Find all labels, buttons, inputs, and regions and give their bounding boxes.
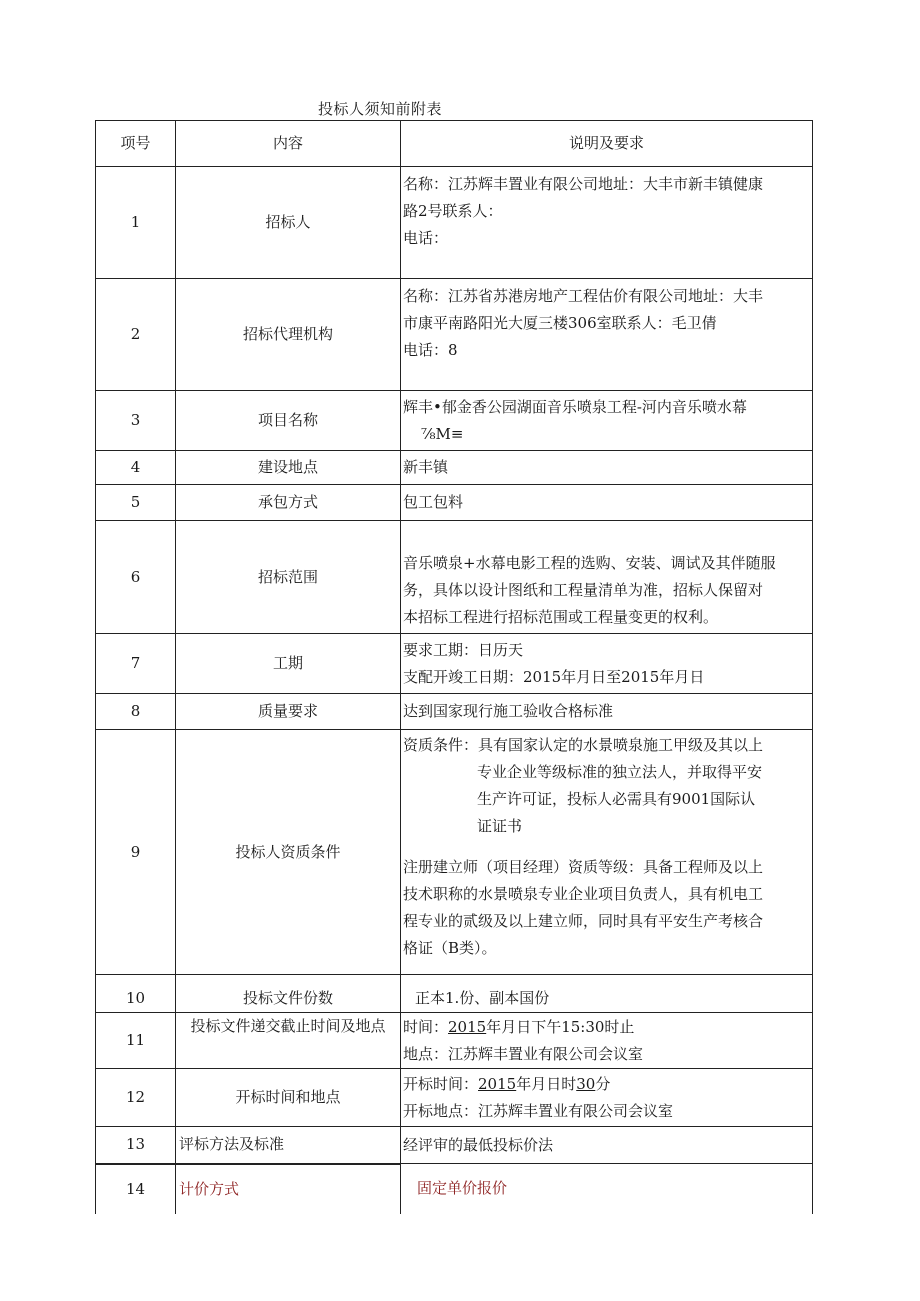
row-item: 项目名称 [176, 391, 401, 451]
row-item: 评标方法及标准 [176, 1127, 401, 1164]
row-requirement: 名称：江苏省苏港房地产工程估价有限公司地址：大丰 市康平南路阳光大厦三楼306室联系人：毛卫倩 电话：8 [401, 279, 813, 391]
row-requirement: 正本1.份、副本国份 [401, 975, 813, 1013]
row-requirement: 达到国家现行施工验收合格标准 [401, 694, 813, 730]
row-item: 招标代理机构 [176, 279, 401, 391]
header-requirement: 说明及要求 [401, 121, 813, 167]
row-item: 质量要求 [176, 694, 401, 730]
row-number: 5 [96, 485, 176, 521]
table-row [96, 521, 813, 634]
document-title: 投标人须知前附表 [318, 100, 443, 118]
row-number: 8 [96, 694, 176, 730]
row-item: 投标人资质条件 [176, 730, 401, 975]
row-item: 开标时间和地点 [176, 1069, 401, 1127]
row-number: 6 [96, 521, 176, 634]
row-requirement: 时间：2015年月日下午15:30时止 地点：江苏辉丰置业有限公司会议室 [401, 1013, 813, 1069]
table-row [96, 1069, 813, 1127]
header-item: 内容 [176, 121, 401, 167]
row-requirement: 音乐喷泉+水幕电影工程的选购、安装、调试及其伴随服 务，具体以设计图纸和工程量清单为准，招标人保留对 本招标工程进行招标范围或工程量变更的权利。 [401, 521, 813, 634]
row-requirement: 名称：江苏辉丰置业有限公司地址：大丰市新丰镇健康 路2号联系人： 电话： [401, 167, 813, 279]
row-number: 12 [96, 1069, 176, 1127]
table-row [96, 975, 813, 1013]
row-number: 9 [96, 730, 176, 975]
row-requirement: 新丰镇 [401, 451, 813, 485]
table-row [96, 730, 813, 975]
table-row [96, 1013, 813, 1069]
bidder-instructions-table [95, 120, 813, 1214]
row-item: 承包方式 [176, 485, 401, 521]
header-no: 项号 [96, 121, 176, 167]
row-item: 计价方式 [176, 1164, 401, 1214]
table-row [96, 451, 813, 485]
table-row [96, 1164, 813, 1214]
row-item: 投标文件份数 [176, 975, 401, 1013]
row-number: 7 [96, 634, 176, 694]
row-requirement: 经评审的最低投标价法 [401, 1127, 813, 1164]
row-item: 建设地点 [176, 451, 401, 485]
row-requirement: 辉丰•郁金香公园湖面音乐喷泉工程-河内音乐喷水幕 ⅞M≡ [401, 391, 813, 451]
table-row [96, 1127, 813, 1164]
row-number: 14 [96, 1164, 176, 1214]
row-item: 招标人 [176, 167, 401, 279]
row-number: 4 [96, 451, 176, 485]
row-item: 招标范围 [176, 521, 401, 634]
row-requirement: 资质条件：具有国家认定的水景喷泉施工甲级及其以上 专业企业等级标准的独立法人，并取得平安 生产许可证，投标人必需具有9001国际认 证证书 注册建立师（项目经理）资质等级：具备工程师及以上 技术职称的水景喷泉专业企业项目负责人，具有机电工 程专业的贰级及以上建立师，同时具有平安生产考核合 格证（B类）。 [401, 730, 813, 975]
row-number: 10 [96, 975, 176, 1013]
row-number: 3 [96, 391, 176, 451]
row-number: 13 [96, 1127, 176, 1164]
row-number: 2 [96, 279, 176, 391]
row-requirement: 固定单价报价 [401, 1164, 813, 1214]
row-item: 工期 [176, 634, 401, 694]
table-row [96, 634, 813, 694]
table-row [96, 694, 813, 730]
table-header-row [96, 121, 813, 167]
table-row [96, 279, 813, 391]
table-row [96, 485, 813, 521]
row-number: 1 [96, 167, 176, 279]
table-row [96, 167, 813, 279]
table-row [96, 391, 813, 451]
row-number: 11 [96, 1013, 176, 1069]
row-requirement: 要求工期：日历天 支配开竣工日期：2015年月日至2015年月日 [401, 634, 813, 694]
row-requirement: 包工包料 [401, 485, 813, 521]
row-requirement: 开标时间：2015年月日时30分 开标地点：江苏辉丰置业有限公司会议室 [401, 1069, 813, 1127]
row-item: 投标文件递交截止时间及地点 [176, 1013, 401, 1069]
